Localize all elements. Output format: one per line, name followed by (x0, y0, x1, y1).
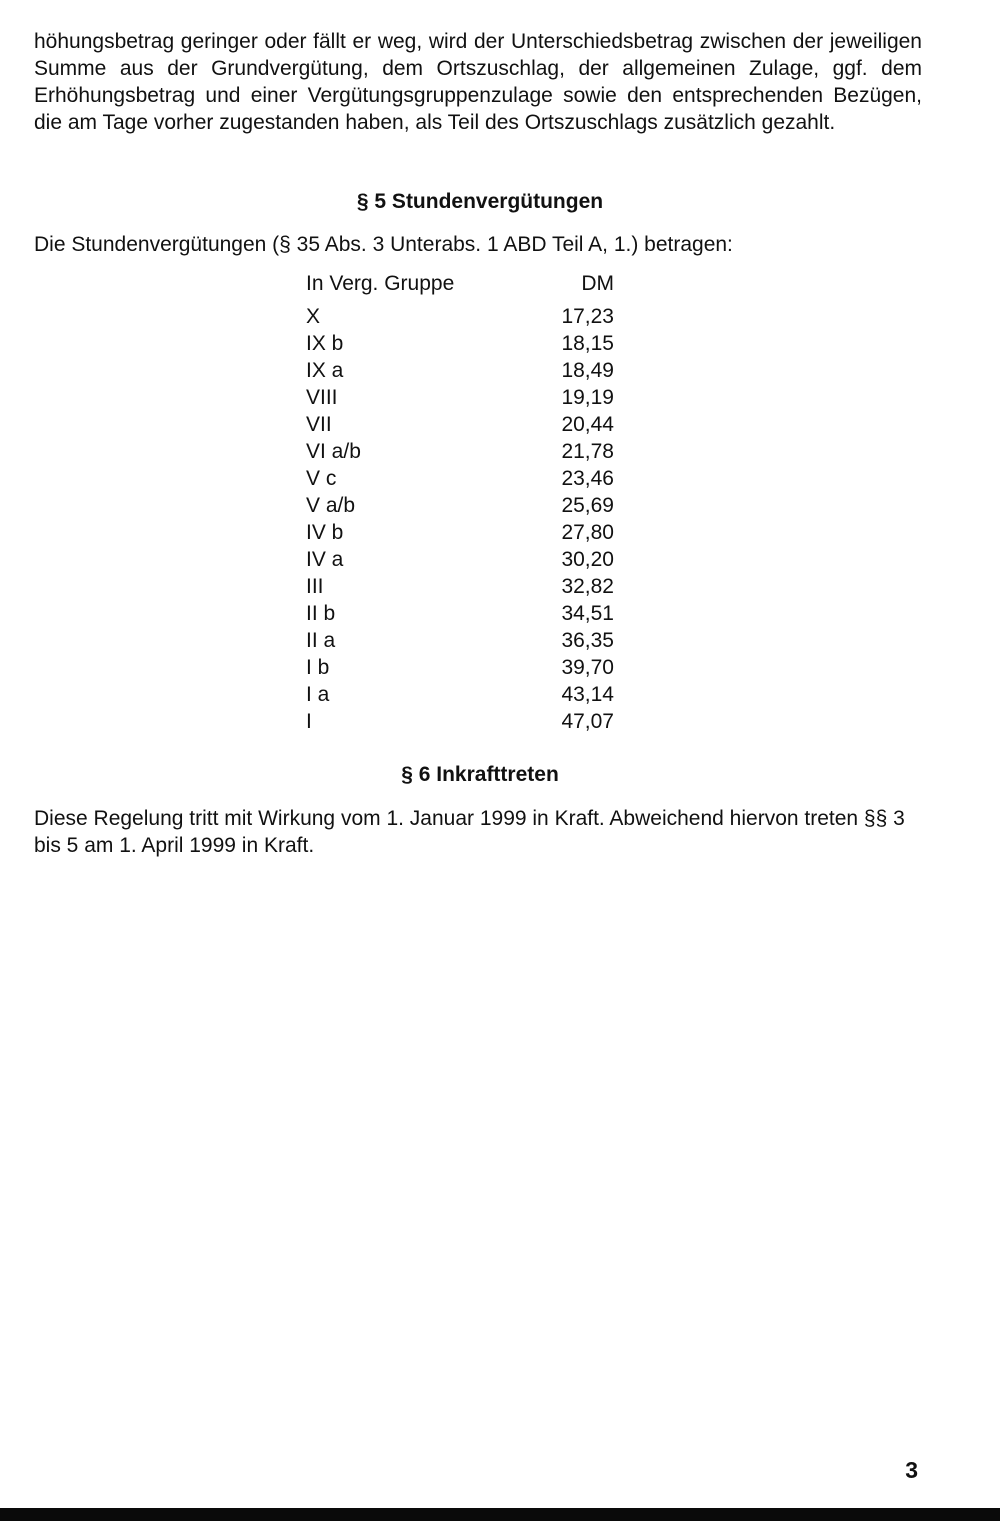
rate-cell: 17,23 (561, 305, 614, 328)
rate-cell: 30,20 (561, 548, 614, 571)
rate-cell: 27,80 (561, 521, 614, 544)
table-row (306, 357, 614, 384)
pay-group-cell: I b (306, 656, 330, 679)
rate-cell: 19,19 (561, 386, 614, 409)
pay-group-cell: V c (306, 467, 337, 490)
table-row (306, 600, 614, 627)
table-row (306, 546, 614, 573)
table-header-row (306, 270, 614, 303)
pay-group-cell: VI a/b (306, 440, 361, 463)
page-number: 3 (905, 1457, 918, 1483)
rate-cell: 18,15 (561, 332, 614, 355)
table-row (306, 303, 614, 330)
rate-cell: 32,82 (561, 575, 614, 598)
pay-group-cell: IV a (306, 548, 344, 571)
rate-cell: 34,51 (561, 602, 614, 625)
pay-group-cell: IV b (306, 521, 344, 544)
column-header-group: In Verg. Gruppe (306, 272, 455, 295)
pay-group-cell: VIII (306, 386, 338, 409)
rate-cell: 25,69 (561, 494, 614, 517)
intro-paragraph: höhungsbetrag geringer oder fällt er weg, wird der Unterschiedsbetrag zwischen der jeweiligen Summe aus der Grundvergütung, dem Ortszuschlag, der allgemeinen Zulage, ggf. dem Erhöhungsbetrag und einer Vergütungsgruppenzulage sowie den entsprechenden Bezügen, die am Tage vorher zugestanden haben, als Teil des Ortszuschlags zusätzlich gezahlt. (34, 30, 922, 134)
rate-cell: 23,46 (561, 467, 614, 490)
pay-group-cell: I (306, 710, 312, 733)
section-6-heading: § 6 Inkrafttreten (401, 763, 559, 786)
table-row (306, 654, 614, 681)
pay-group-cell: IX a (306, 359, 344, 382)
table-row (306, 330, 614, 357)
table-row (306, 438, 614, 465)
section-5-heading: § 5 Stundenvergütungen (356, 190, 604, 213)
rate-cell: 20,44 (561, 413, 614, 436)
pay-group-cell: II a (306, 629, 336, 652)
table-row (306, 492, 614, 519)
pay-group-cell: I a (306, 683, 330, 706)
rate-cell: 43,14 (561, 683, 614, 706)
table-row (306, 708, 614, 735)
rate-cell: 47,07 (561, 710, 614, 733)
table-row (306, 573, 614, 600)
pay-group-cell: X (306, 305, 321, 328)
rate-cell: 21,78 (561, 440, 614, 463)
hourly-rates-table (306, 270, 614, 735)
table-body (306, 303, 614, 735)
table-row (306, 519, 614, 546)
table-row (306, 627, 614, 654)
pay-group-cell: V a/b (306, 494, 356, 517)
rate-cell: 39,70 (561, 656, 614, 679)
pay-group-cell: VII (306, 413, 332, 436)
table-row (306, 465, 614, 492)
table-row (306, 384, 614, 411)
section-5-intro: Die Stundenvergütungen (§ 35 Abs. 3 Unterabs. 1 ABD Teil A, 1.) betragen: (34, 233, 733, 256)
table-row (306, 411, 614, 438)
pay-group-cell: III (306, 575, 324, 598)
bottom-border (0, 1508, 1000, 1521)
rate-cell: 18,49 (561, 359, 614, 382)
pay-group-cell: IX b (306, 332, 344, 355)
section-6-text: Diese Regelung tritt mit Wirkung vom 1. Januar 1999 in Kraft. Abweichend hiervon treten §§ 3 bis 5 am 1. April 1999 in Kraft. (34, 807, 905, 857)
pay-group-cell: II b (306, 602, 336, 625)
table-row (306, 681, 614, 708)
rate-cell: 36,35 (561, 629, 614, 652)
column-header-dm: DM (581, 272, 614, 295)
